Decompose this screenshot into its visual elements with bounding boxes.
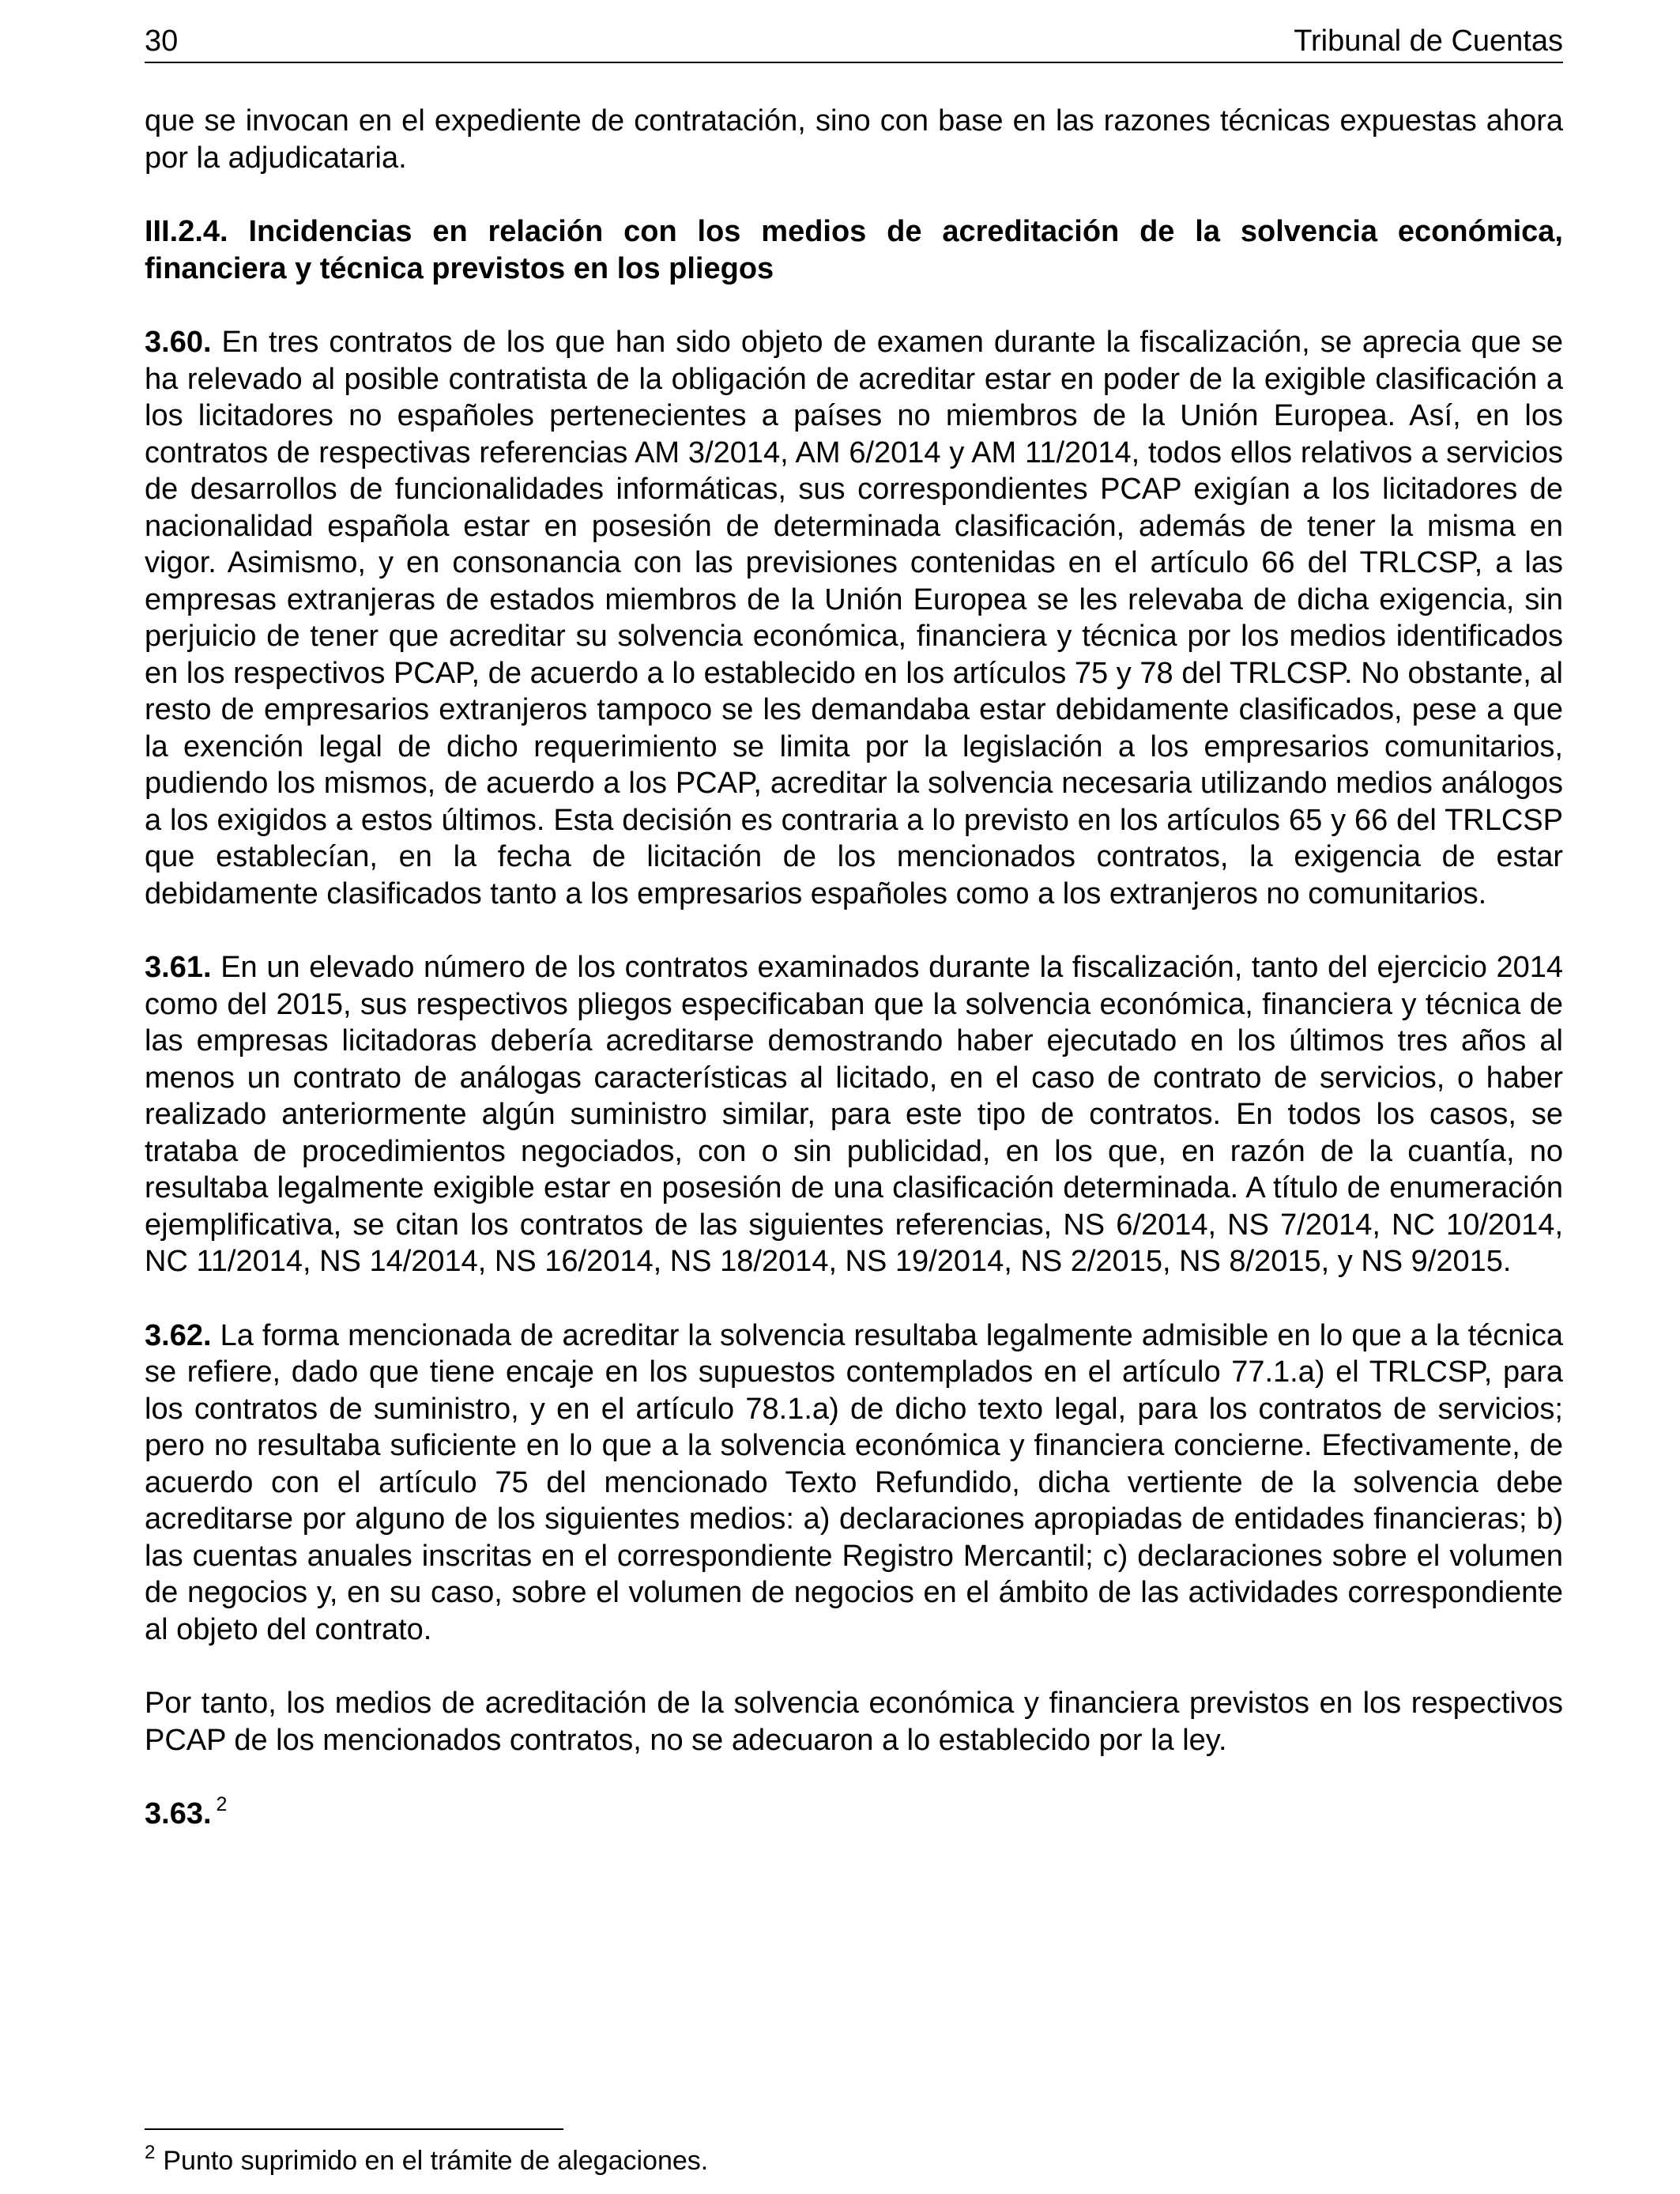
paragraph-3-61 xyxy=(145,949,1563,1280)
conclusion-paragraph: Por tanto, los medios de acreditación de la solvencia económica y financiera previstos en los respectivos PCAP de los mencionados contratos, no se adecuaron a lo establecido por la ley. xyxy=(145,1687,1563,1757)
footnote xyxy=(145,2143,708,2178)
document-body xyxy=(145,103,1563,1833)
paragraph-text: En tres contratos de los que han sido objeto de examen durante la fiscalización, se aprecia que se ha relevado al posible contratista de la obligación de acreditar estar en poder de la exigible clasificación a los licitadores no españoles pertenecientes a países no miembros de la Unión Europea. Así, en los contratos de respectivas referencias AM 3/2014, AM 6/2014 y AM 11/2014, todos ellos relativos a servicios de desarrollos de funcionalidades informáticas, sus correspondientes PCAP exigían a los licitadores de nacionalidad española estar en posesión de determinada clasificación, además de tener la misma en vigor. Asimismo, y en consonancia con las previsiones contenidas en el artículo 66 del TRLCSP, a las empresas extranjeras de estados miembros de la Unión Europea se les relevaba de dicha exigencia, sin perjuicio de tener que acreditar su solvencia económica, financiera y técnica por los medios identificados en los respectivos PCAP, de acuerdo a lo establecido en los artículos 75 y 78 del TRLCSP. No obstante, al resto de empresarios extranjeros tampoco se les demandaba estar debidamente clasificados, pese a que la exención legal de dicho requerimiento se limita por la legislación a los empresarios comunitarios, pudiendo los mismos, de acuerdo a los PCAP, acreditar la solvencia necesaria utilizando medios análogos a los exigidos a estos últimos. Esta decisión es contraria a lo previsto en los artículos 65 y 66 del TRLCSP que establecían, en la fecha de licitación de los mencionados contratos, la exigencia de estar debidamente clasificados tanto a los empresarios españoles como a los extranjeros no comunitarios. xyxy=(145,326,1564,910)
page-number: 30 xyxy=(145,25,179,58)
footnote-text: Punto suprimido en el trámite de alegaciones. xyxy=(163,2146,709,2176)
footnote-marker: 2 xyxy=(145,2142,156,2163)
paragraph-number: 3.61. xyxy=(145,951,212,984)
section-heading: III.2.4. Incidencias en relación con los medios de acreditación de la solvencia económica, financiera y técnica previstos en los pliegos xyxy=(145,215,1563,285)
header-title: Tribunal de Cuentas xyxy=(1294,25,1563,58)
paragraph-text: En un elevado número de los contratos examinados durante la fiscalización, tanto del ejercicio 2014 como del 2015, sus respectivos pliegos especificaban que la solvencia económica, financiera y técnica de las empresas licitadoras debería acreditarse demostrando haber ejecutado en los últimos tres años al menos un contrato de análogas características al licitado, en el caso de contrato de servicios, o haber realizado anteriormente algún suministro similar, para este tipo de contratos. En todos los casos, se trataba de procedimientos negociados, con o sin publicidad, en los que, en razón de la cuantía, no resultaba legalmente exigible estar en posesión de una clasificación determinada. A título de enumeración ejemplificativa, se citan los contratos de las siguientes referencias, NS 6/2014, NS 7/2014, NC 10/2014, NC 11/2014, NS 14/2014, NS 16/2014, NS 18/2014, NS 19/2014, NS 2/2015, NS 8/2015, y NS 9/2015. xyxy=(145,951,1564,1278)
paragraph-number: 3.60. xyxy=(145,326,212,359)
page-header xyxy=(145,22,1563,63)
paragraph-3-62 xyxy=(145,1318,1563,1649)
intro-paragraph: que se invocan en el expediente de contratación, sino con base en las razones técnicas expuestas ahora por la adjudicataria. xyxy=(145,104,1563,175)
paragraph-3-60 xyxy=(145,324,1563,912)
footnote-reference[interactable]: 2 xyxy=(216,1793,228,1815)
footnote-separator xyxy=(145,2128,563,2130)
paragraph-text: La forma mencionada de acreditar la solvencia resultaba legalmente admisible en lo que a la técnica se refiere, dado que tiene encaje en los supuestos contemplados en el artículo 77.1.a) el TRLCSP, para los contratos de suministro, y en el artículo 78.1.a) de dicho texto legal, para los contratos de servicios; pero no resultaba suficiente en lo que a la solvencia económica y financiera concierne. Efectivamente, de acuerdo con el artículo 75 del mencionado Texto Refundido, dicha vertiente de la solvencia debe acreditarse por alguno de los siguientes medios: a) declaraciones apropiadas de entidades financieras; b) las cuentas anuales inscritas en el correspondiente Registro Mercantil; c) declaraciones sobre el volumen de negocios y, en su caso, sobre el volumen de negocios en el ámbito de las actividades correspondiente al objeto del contrato. xyxy=(145,1318,1563,1646)
paragraph-3-63 xyxy=(145,1793,1563,1833)
paragraph-number: 3.63. xyxy=(145,1797,212,1830)
paragraph-number: 3.62. xyxy=(145,1318,212,1352)
